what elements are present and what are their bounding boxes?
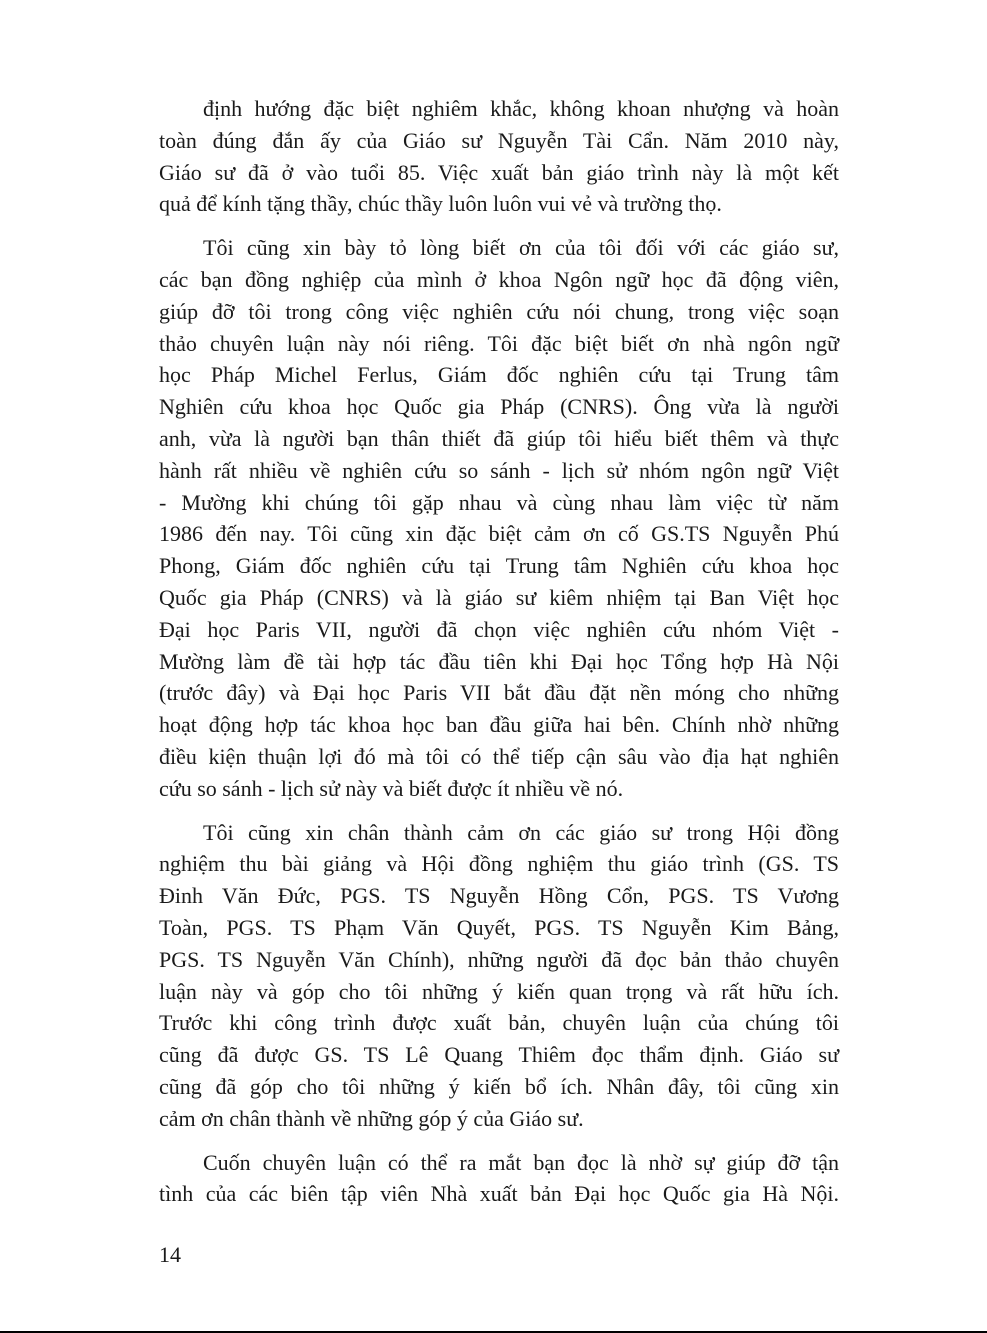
- text-line: cứu so sánh - lịch sử này và biết được ít nhiều về nó.: [159, 775, 624, 801]
- text-line: nghiệm thu bài giảng và Hội đồng nghiệm thu giáo trình (GS. TS: [159, 851, 839, 877]
- text-line: - Mường khi chúng tôi gặp nhau và cùng nhau làm việc từ năm: [159, 489, 839, 515]
- text-line: Giáo sư đã ở vào tuổi 85. Việc xuất bản giáo trình này là một kết: [159, 159, 839, 185]
- text-line: cảm ơn chân thành về những góp ý của Giáo sư.: [159, 1105, 584, 1131]
- text-line: cũng đã góp cho tôi những ý kiến bổ ích. Nhân đây, tôi cũng xin: [159, 1073, 839, 1099]
- text-line: Toàn, PGS. TS Phạm Văn Quyết, PGS. TS Nguyễn Kim Bảng,: [159, 914, 839, 940]
- text-line: định hướng đặc biệt nghiêm khắc, không khoan nhượng và hoàn: [203, 96, 839, 121]
- text-line: quả để kính tặng thầy, chúc thầy luôn luôn vui vẻ và trường thọ.: [159, 191, 722, 217]
- text-line: PGS. TS Nguyễn Văn Chính), những người đã đọc bản thảo chuyên: [159, 946, 839, 972]
- text-line: Trước khi công trình được xuất bản, chuyên luận của chúng tôi: [159, 1010, 839, 1036]
- text-line: giúp đỡ tôi trong công việc nghiên cứu nói chung, trong việc soạn: [159, 298, 839, 324]
- text-line: thảo chuyên luận này nói riêng. Tôi đặc biệt biết ơn nhà ngôn ngữ: [159, 330, 839, 356]
- text-line: cũng đã được GS. TS Lê Quang Thiêm đọc thẩm định. Giáo sư: [159, 1042, 839, 1068]
- text-line: Đinh Văn Đức, PGS. TS Nguyễn Hồng Cổn, PGS. TS Vương: [159, 883, 839, 909]
- text-line: điều kiện thuận lợi đó mà tôi có thể tiếp cận sâu vào địa hạt nghiên: [159, 743, 839, 769]
- text-line: Phong, Giám đốc nghiên cứu tại Trung tâm Nghiên cứu khoa học: [159, 553, 839, 579]
- text-line: Nghiên cứu khoa học Quốc gia Pháp (CNRS). Ông vừa là người: [159, 394, 839, 420]
- text-line: Quốc gia Pháp (CNRS) và là giáo sư kiêm nhiệm tại Ban Việt học: [159, 584, 839, 610]
- text-line: anh, vừa là người bạn thân thiết đã giúp tôi hiểu biết thêm và thực: [159, 425, 839, 451]
- text-line: 1986 đến nay. Tôi cũng xin đặc biệt cảm ơn cố GS.TS Nguyễn Phú: [159, 521, 839, 547]
- text-line: Mường làm đề tài hợp tác đầu tiên khi Đại học Tổng hợp Hà Nội: [159, 648, 839, 674]
- text-line: hành rất nhiều về nghiên cứu so sánh - lịch sử nhóm ngôn ngữ Việt: [159, 457, 839, 483]
- text-line: toàn đúng đắn ấy của Giáo sư Nguyễn Tài Cẩn. Năm 2010 này,: [159, 127, 839, 153]
- text-line: học Pháp Michel Ferlus, Giám đốc nghiên cứu tại Trung tâm: [159, 362, 839, 388]
- paragraph-4: [159, 1147, 839, 1211]
- text-line: Tôi cũng xin chân thành cảm ơn các giáo sư trong Hội đồng: [203, 819, 839, 845]
- text-line: Đại học Paris VII, người đã chọn việc nghiên cứu nhóm Việt -: [159, 616, 839, 642]
- text-line: (trước đây) và Đại học Paris VII bắt đầu đặt nền móng cho những: [159, 680, 839, 706]
- text-line: tình của các biên tập viên Nhà xuất bản Đại học Quốc gia Hà Nội.: [159, 1181, 839, 1207]
- page-number: 14: [159, 1242, 181, 1267]
- text-line: hoạt động hợp tác khoa học ban đầu giữa hai bên. Chính nhờ những: [159, 712, 839, 738]
- paragraph-2: [159, 232, 839, 804]
- body-text: [159, 93, 839, 1210]
- text-line: Cuốn chuyên luận có thể ra mắt bạn đọc là nhờ sự giúp đỡ tận: [203, 1149, 839, 1175]
- text-line: luận này và góp cho tôi những ý kiến quan trọng và rất hữu ích.: [159, 978, 839, 1004]
- text-line: Tôi cũng xin bày tỏ lòng biết ơn của tôi đối với các giáo sư,: [203, 235, 839, 261]
- paragraph-3: [159, 817, 839, 1135]
- text-line: các bạn đồng nghiệp của mình ở khoa Ngôn ngữ học đã động viên,: [159, 266, 839, 292]
- paragraph-1: [159, 93, 839, 220]
